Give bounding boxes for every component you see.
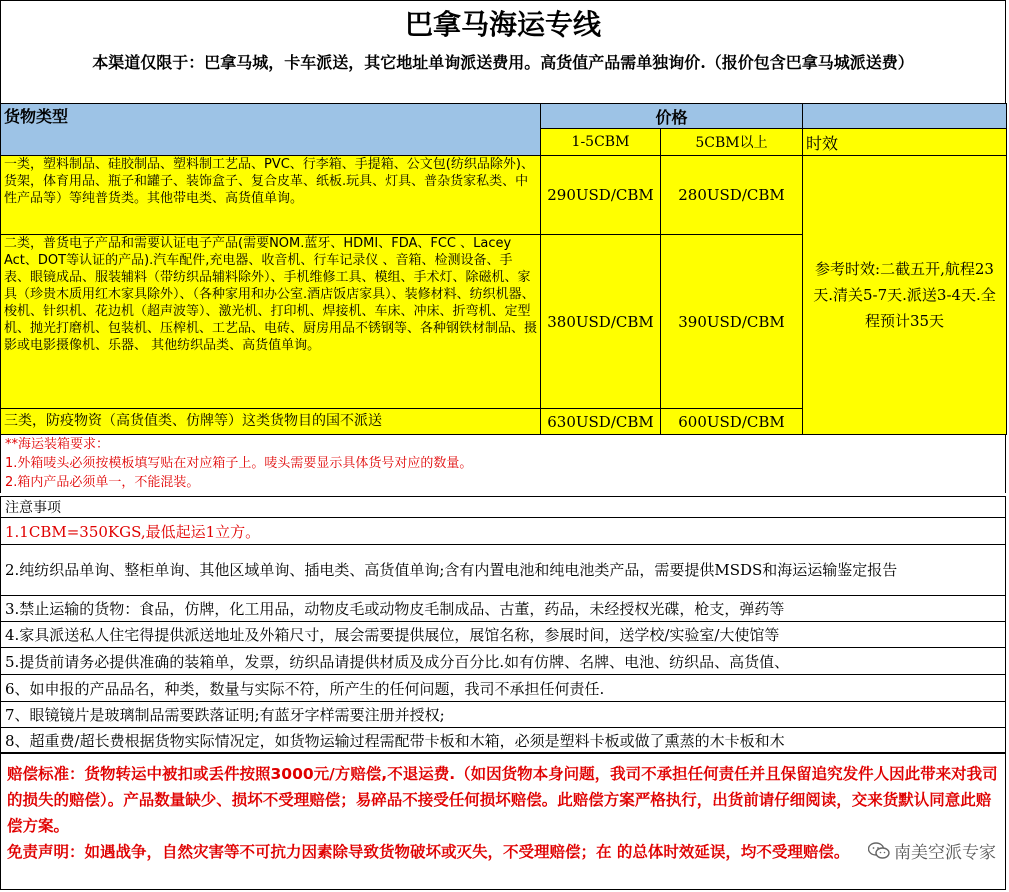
page-title: 巴拿马海运专线 [0, 0, 1006, 48]
header-price: 价格 [541, 104, 803, 129]
note-item-2: 2.纯纺织品单询、整柜单询、其他区域单询、插电类、高货值单询;含有内置电池和纯电池类产品，需要提供MSDS和海运运输鉴定报告 [1, 545, 1006, 596]
price-row-2-5cbm-plus: 390USD/CBM [661, 235, 803, 409]
packing-heading: **海运装箱要求： [5, 437, 110, 452]
packing-rule-1: 1.外箱唛头必须按模板填写贴在对应箱子上。唛头需要显示具体货号对应的数量。 [5, 456, 473, 471]
note-item-7: 7、眼镜镜片是玻璃制品需要跌落证明;有蓝牙字样需要注册并授权; [1, 702, 1006, 728]
watermark-text: 南美空派专家 [894, 843, 996, 863]
note-item-1: 1.1CBM=350KGS,最低起运1立方。 [1, 518, 1006, 545]
price-table [0, 103, 1007, 435]
price-row-1-5cbm-plus: 280USD/CBM [661, 156, 803, 235]
header-1-5cbm: 1-5CBM [541, 129, 661, 156]
note-item-8: 8、超重费/超长费根据货物实际情况定，如货物运输过程需配带卡板和木箱，必须是塑料卡板或做了熏蒸的木卡板和木 [1, 728, 1006, 754]
note-item-6: 6、如申报的产品品名，种类，数量与实际不符，所产生的任何问题，我司不承担任何责任. [1, 675, 1006, 702]
wechat-icon [868, 842, 890, 865]
note-item-4: 4.家具派送私人住宅得提供派送地址及外箱尺寸，展会需要提供展位，展馆名称，参展时间，送学校/实验室/大使馆等 [1, 622, 1006, 648]
header-5cbm-plus: 5CBM以上 [661, 129, 803, 156]
price-row-1-1-5cbm: 290USD/CBM [541, 156, 661, 235]
channel-note: 本渠道仅限于：巴拿马城，卡车派送，其它地址单询派送费用。高货值产品需单独询价.（报价包含巴拿马城派送费） [0, 48, 1006, 103]
compensation-standard: 赔偿标准：货物转运中被扣或丢件按照3000元/方赔偿,不退运费.（如因货物本身问题，我司不承担任何责任并且保留追究发件人因此带来对我司的损失的赔偿）。产品数量缺少、损坏不受理赔偿；易碎品不接受任何损坏赔偿。此赔偿方案严格执行，出货前请仔细阅读，交来货默认同意此赔偿方案。 [7, 765, 998, 835]
notes-table [0, 496, 1006, 754]
notes-header: 注意事项 [1, 497, 1006, 518]
category-row-2: 二类，普货电子产品和需要认证电子产品(需要NOM.蓝牙、HDMI、FDA、FCC 、Lacey Act、DOT等认证的产品).汽车配件,充电器、收音机、行车记录仪 、音箱、检测设备、手表、眼镜成品、服装辅料（带纺织品辅料除外）、手机维修工具、模组、手术灯、除磁机、家具（珍贵木质用红木家具除外）、（各种家用和办公室.酒店饭店家具）、装修材料、纺织机器、梭机、针织机、花边机（超声波等）、激光机、打印机、焊接机、车床、冲床、折弯机、定型机、抛光打磨机、包装机、压榨机、工艺品、电砖、厨房用品不锈钢等、各种钢铁材制品、摄影或电影摄像机、乐器、 其他纺织品类、高货值单询。 [1, 235, 541, 409]
note-item-3: 3.禁止运输的货物：食品，仿牌，化工用品，动物皮毛或动物皮毛制成品、古董，药品，未经授权光碟，枪支，弹药等 [1, 596, 1006, 622]
watermark [868, 838, 996, 865]
note-item-5: 5.提货前请务必提供准确的装箱单，发票，纺织品请提供材质及成分百分比.如有仿牌、名牌、电池、纺织品、高货值、 [1, 648, 1006, 675]
packing-rule-2: 2.箱内产品必须单一，不能混装。 [5, 475, 200, 490]
price-row-2-1-5cbm: 380USD/CBM [541, 235, 661, 409]
price-row-3-5cbm-plus: 600USD/CBM [661, 409, 803, 435]
header-transit-time: 时效 [803, 129, 1007, 156]
category-row-3: 三类，防疫物资（高货值类、仿牌等）这类货物目的国不派送 [1, 409, 541, 435]
price-row-3-1-5cbm: 630USD/CBM [541, 409, 661, 435]
header-blank [803, 104, 1007, 129]
transit-time-cell: 参考时效:二截五开,航程23天.清关5-7天.派送3-4天.全程预计35天 [803, 156, 1007, 435]
header-cargo-type: 货物类型 [1, 104, 541, 156]
compensation-policy [0, 752, 1006, 890]
packing-requirements [0, 435, 1006, 493]
category-row-1: 一类，塑料制品、硅胶制品、塑料制工艺品、PVC、行李箱、手提箱、公文包(纺织品除外)、货架，体育用品、瓶子和罐子、装饰盒子、复合皮革、纸板.玩具、灯具、普杂货家私类、中性产品等）等纯普货类。其他带电类、高货值单询。 [1, 156, 541, 235]
disclaimer: 免责声明：如遇战争，自然灾害等不可抗力因素除导致货物破坏或灭失，不受理赔偿；在 的总体时效延误，均不受理赔偿。 [7, 843, 850, 861]
